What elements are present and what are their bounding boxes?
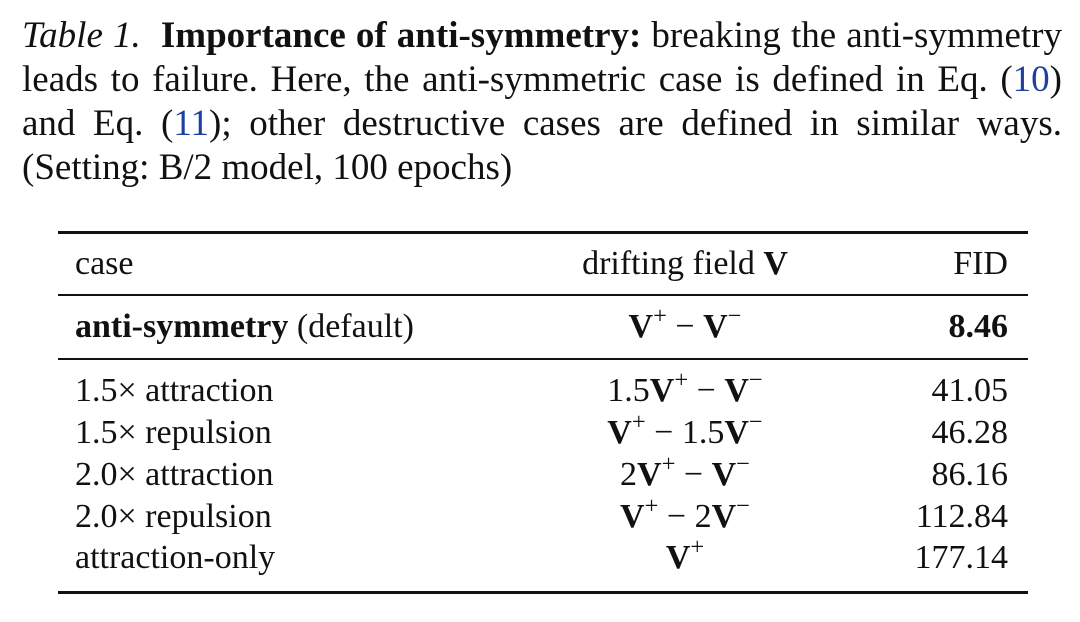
- header-case: case: [75, 245, 134, 282]
- v-symbol: V: [649, 372, 675, 409]
- field-cell: [420, 408, 950, 453]
- coefficient-plus: 1.5: [607, 372, 650, 409]
- header-field-label: drifting field: [582, 245, 764, 282]
- v-symbol: V: [607, 414, 632, 451]
- default-rule: [58, 358, 1028, 360]
- minus-operator: −: [658, 498, 695, 535]
- superscript-plus: +: [653, 302, 667, 330]
- v-symbol: V: [637, 456, 662, 493]
- field-cell: [420, 450, 950, 495]
- v-symbol: V: [711, 498, 737, 535]
- fid-cell: 177.14: [914, 539, 1008, 576]
- coefficient-plus: 2: [620, 456, 638, 493]
- v-symbol: V: [628, 308, 654, 345]
- v-symbol: V: [711, 456, 737, 493]
- header-field-symbol: V: [763, 245, 788, 282]
- superscript-plus: +: [690, 533, 705, 561]
- v-symbol: V: [703, 308, 728, 345]
- superscript-minus: −: [736, 450, 750, 478]
- caption-text-1: breaking the anti-symmetry leads to failure. Here, the anti-symmetric case is defined in Eq. (: [22, 15, 1063, 100]
- field-cell: [420, 366, 950, 411]
- fid-cell: 46.28: [931, 414, 1008, 451]
- header-rule: [58, 294, 1028, 296]
- fid-cell: 112.84: [915, 498, 1008, 535]
- superscript-minus: −: [736, 492, 750, 520]
- coefficient-minus: 1.5: [681, 414, 725, 451]
- caption-title: Importance of anti-symmetry:: [160, 15, 642, 56]
- v-symbol: V: [620, 498, 645, 535]
- header-drifting-field: [420, 244, 950, 284]
- header-fid: FID: [953, 245, 1008, 282]
- case-cell: 1.5× repulsion: [75, 414, 272, 451]
- superscript-minus: −: [748, 408, 763, 436]
- default-case-name: anti-symmetry: [75, 308, 289, 345]
- minus-operator: −: [688, 372, 725, 409]
- caption-text-2: ) and Eq. (: [22, 59, 1062, 144]
- field-cell: [420, 533, 950, 578]
- case-cell: attraction-only: [75, 539, 276, 576]
- superscript-plus: +: [674, 366, 689, 394]
- minus-operator: −: [645, 414, 682, 451]
- caption-text-3: ); other destructive cases are defined in similar ways. (Setting: B/2 model, 100 epochs): [22, 103, 1062, 188]
- superscript-plus: +: [631, 408, 646, 436]
- minus-operator: −: [666, 308, 704, 345]
- table-bottom-rule: [58, 591, 1028, 594]
- field-cell: [420, 492, 950, 537]
- minus-operator: −: [675, 456, 712, 493]
- case-cell: 2.0× repulsion: [75, 498, 272, 535]
- superscript-minus: −: [727, 302, 742, 330]
- fid-cell: 86.16: [931, 456, 1008, 493]
- default-field-cell: [420, 302, 950, 347]
- caption-label: Table 1.: [22, 15, 141, 56]
- equation-ref-link[interactable]: 11: [173, 103, 209, 144]
- coefficient-minus: 2: [694, 498, 712, 535]
- table-top-rule: [58, 231, 1028, 234]
- default-fid-cell: 8.46: [948, 308, 1008, 345]
- v-symbol: V: [724, 414, 749, 451]
- fid-cell: 41.05: [931, 372, 1008, 409]
- superscript-plus: +: [644, 492, 659, 520]
- superscript-minus: −: [748, 366, 763, 394]
- superscript-plus: +: [661, 450, 676, 478]
- case-cell: 2.0× attraction: [75, 456, 274, 493]
- equation-ref-link[interactable]: 10: [1012, 59, 1050, 100]
- table-caption: [22, 14, 1062, 190]
- default-case-suffix: (default): [288, 308, 414, 345]
- default-case-cell: [75, 307, 414, 347]
- v-symbol: V: [724, 372, 749, 409]
- v-symbol: V: [665, 539, 691, 576]
- case-cell: 1.5× attraction: [75, 372, 274, 409]
